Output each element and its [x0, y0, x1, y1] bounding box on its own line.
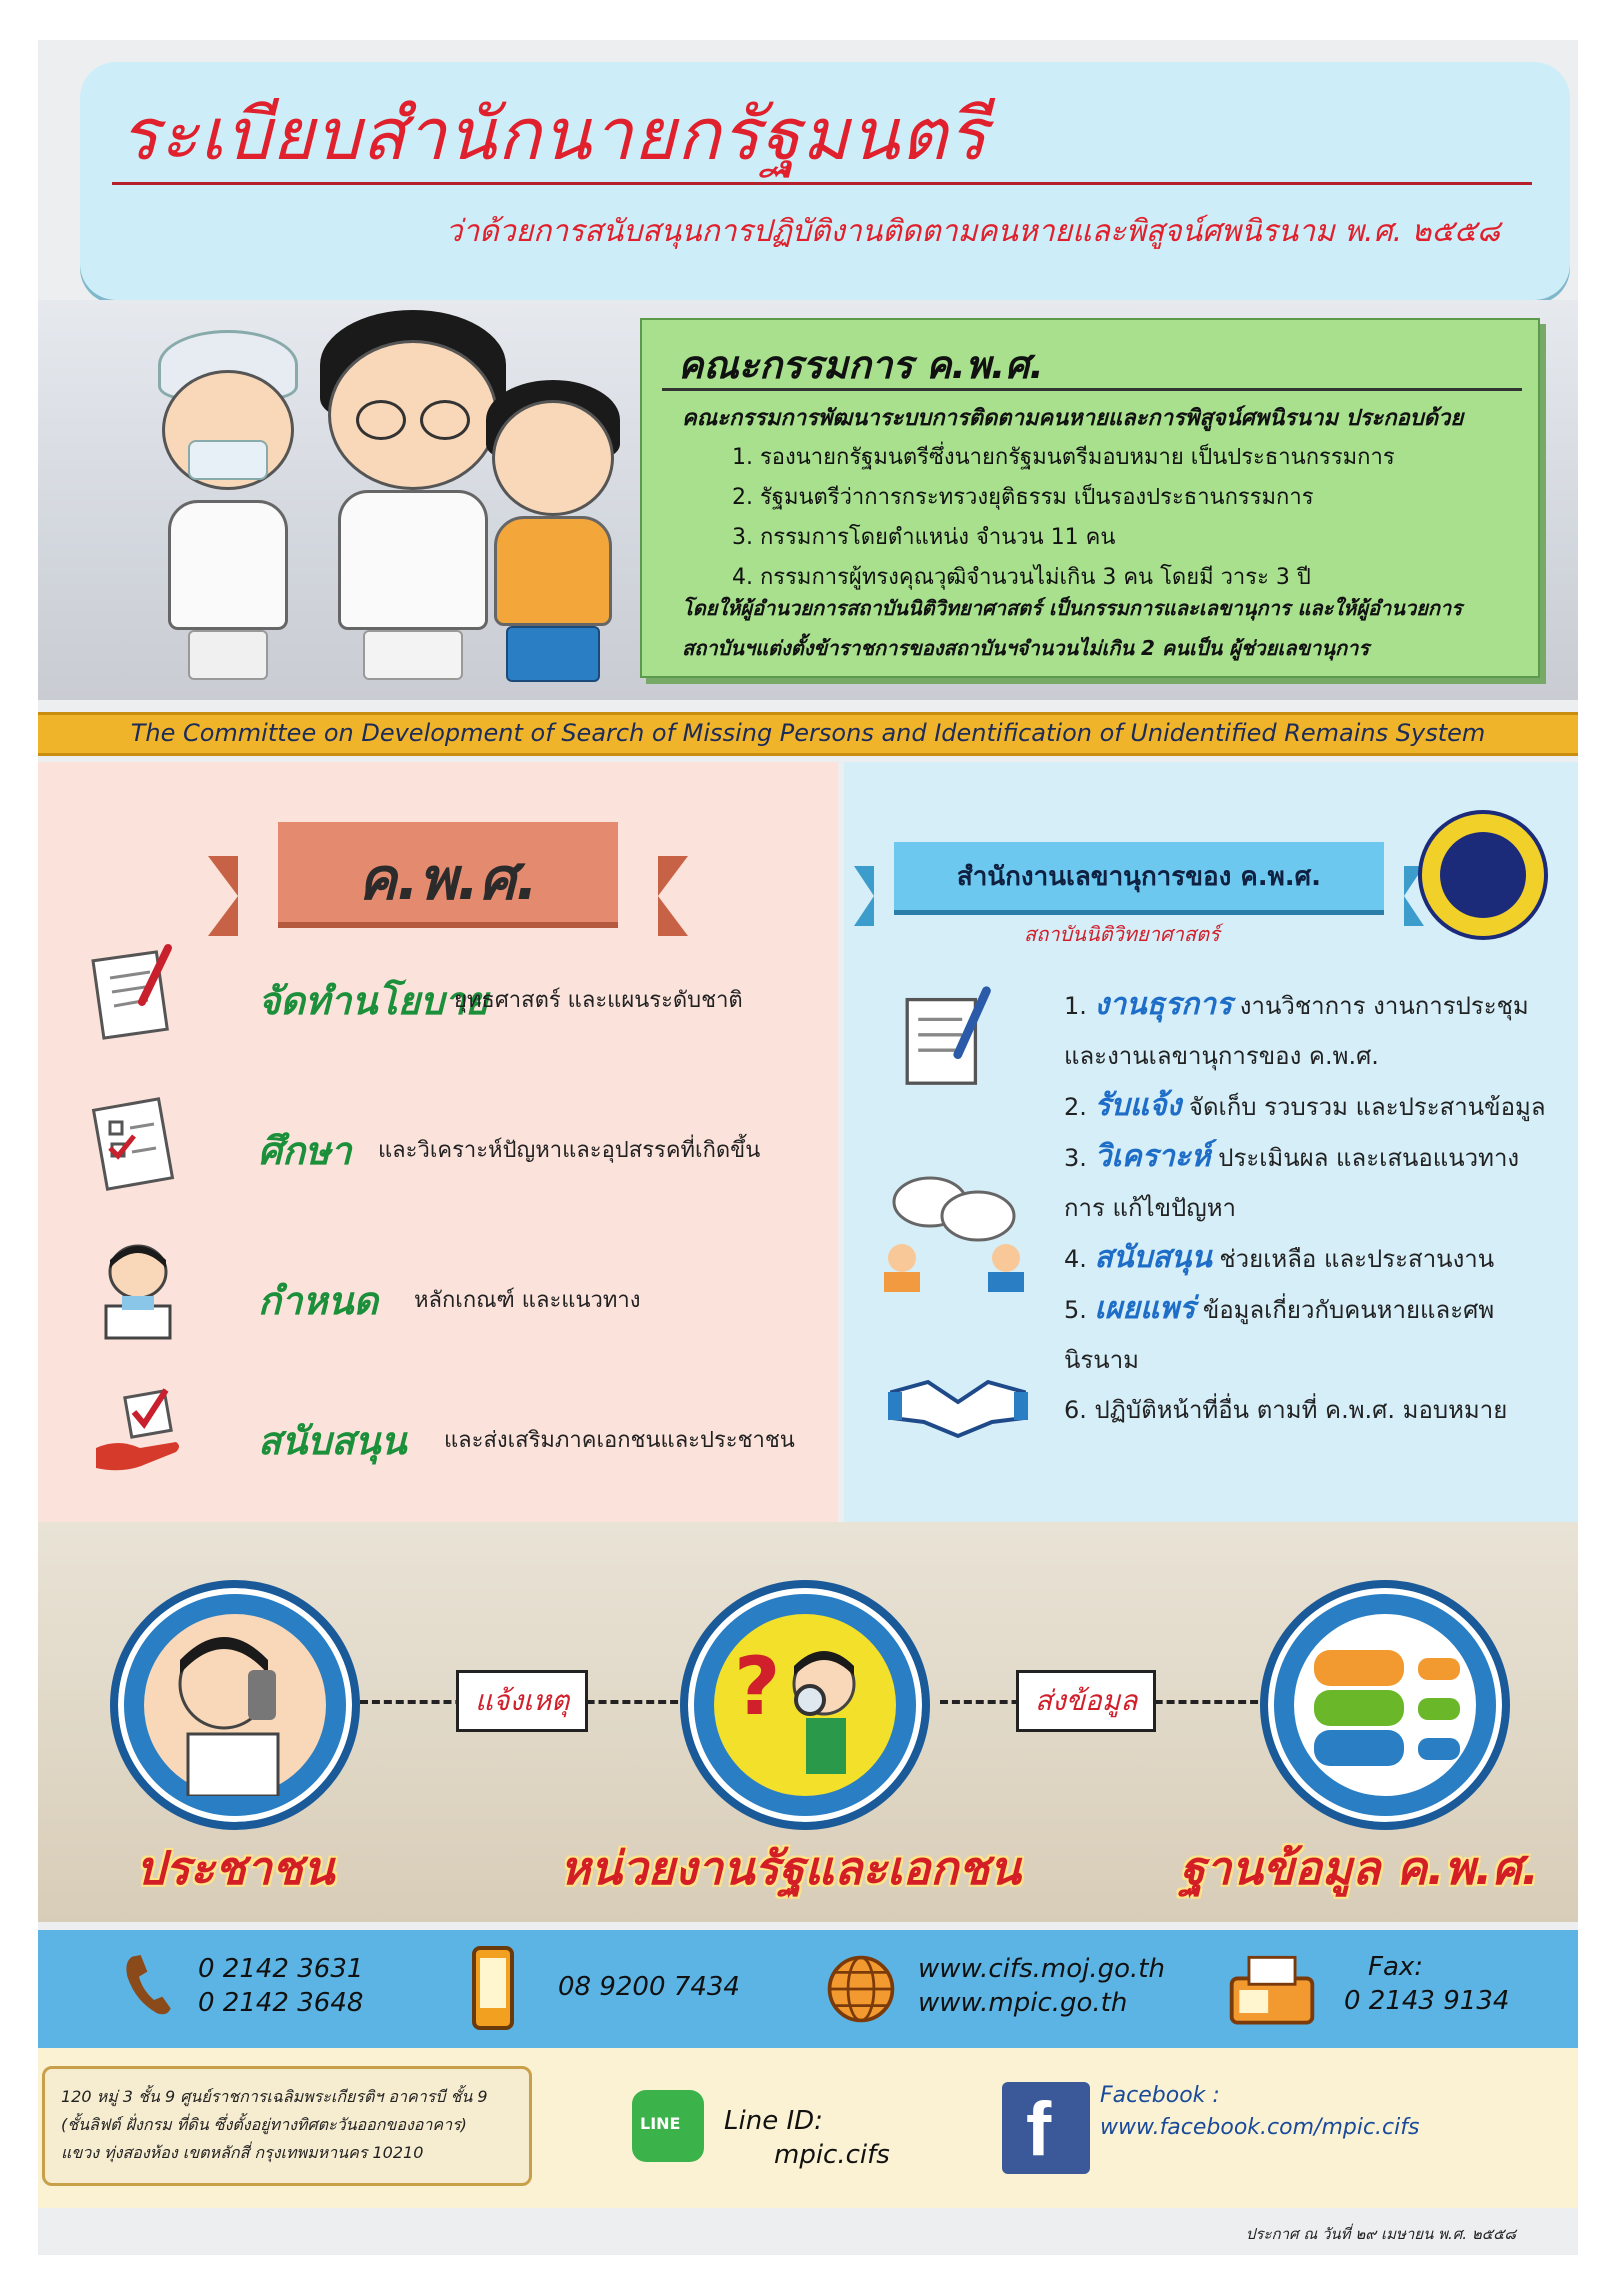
doctor-character	[148, 330, 308, 690]
line-logo-icon	[632, 2090, 704, 2162]
facebook-label: Facebook :	[1100, 2083, 1220, 2108]
role-keyword: ศึกษา	[258, 1129, 352, 1173]
flow-node-label: ประชาชน	[136, 1841, 335, 1895]
secretariat-task-list	[1064, 980, 1554, 1435]
task-number: 4.	[1064, 1245, 1087, 1273]
committee-box	[640, 318, 1540, 678]
database-icon	[1294, 1614, 1476, 1796]
fax-label: Fax:	[1368, 1952, 1424, 1982]
fax-block	[1344, 1950, 1509, 2018]
committee-member: 3. กรรมการโดยตำแหน่ง จำนวน 11 คน	[732, 525, 1116, 550]
database-node-inner	[1294, 1614, 1476, 1796]
ribbon-tail-right	[658, 856, 688, 936]
role-description: ยุทธศาสตร์ และแผนระดับชาติ	[454, 988, 743, 1013]
english-banner	[38, 712, 1578, 756]
checklist-icon	[88, 1092, 188, 1192]
cifs-seal-logo	[1418, 810, 1548, 940]
ribbon-tail-left	[208, 856, 238, 936]
database-node-circle	[1260, 1580, 1510, 1830]
address-line: 120 หมู่ 3 ชั้น 9 ศูนย์ราชการเฉลิมพระเกียรติฯ อาคารบี ชั้น 9	[61, 2087, 488, 2106]
issue-date: ประกาศ ณ วันที่ ๒๙ เมษายน พ.ศ. ๒๕๕๘	[1245, 2225, 1516, 2243]
seal-emblem	[1440, 832, 1526, 918]
phone-link[interactable]: 0 2142 3648	[198, 1988, 364, 2018]
line-logo-label: LINE	[640, 2114, 681, 2133]
role-item	[78, 942, 818, 1062]
secretariat-ribbon-label: สำนักงานเลขานุการของ ค.พ.ศ.	[956, 862, 1322, 892]
citizen-node-inner	[144, 1614, 326, 1796]
investigator-character	[478, 380, 628, 690]
page-title: ระเบียบสำนักนายกรัฐมนตรี	[120, 92, 988, 176]
website-links	[918, 1952, 1165, 2020]
address-line: แขวง ทุ่งสองห้อง เขตหลักสี่ กรุงเทพมหานคร 10210	[61, 2143, 424, 2162]
mobile-number-link[interactable]: 08 9200 7434	[558, 1972, 740, 2002]
role-description: และวิเคราะห์ปัญหาและอุปสรรคที่เกิดขึ้น	[378, 1138, 761, 1163]
flow-link-label: แจ้งเหตุ	[456, 1670, 588, 1732]
task-number: 1.	[1064, 992, 1087, 1020]
title-divider	[112, 182, 1532, 185]
line-id-label: Line ID:	[724, 2106, 823, 2136]
address-line: (ชั้นลิฟต์ ฝั่งกรม ที่ดิน ซึ่งตั้งอยู่ทางทิศตะวันออกของอาคาร)	[61, 2115, 467, 2134]
speaker-person-icon	[88, 1242, 188, 1342]
role-item	[78, 1382, 818, 1502]
flow-link-label: ส่งข้อมูล	[1016, 1670, 1156, 1732]
task-item	[1064, 1081, 1554, 1132]
task-item	[1064, 1132, 1554, 1233]
english-banner-text: The Committee on Development of Search of Missing Persons and Identification of Unidentified Remains System	[130, 719, 1486, 747]
task-item	[1064, 980, 1554, 1081]
task-keyword: งานธุรการ	[1094, 987, 1233, 1022]
task-item	[1064, 1385, 1554, 1435]
line-id-block	[724, 2104, 890, 2172]
page-subtitle: ว่าด้วยการสนับสนุนการปฏิบัติงานติดตามคนหายและพิสูจน์ศพนิรนาม พ.ศ. ๒๕๕๘	[445, 214, 1500, 249]
person-phone-icon	[144, 1614, 326, 1796]
facebook-block	[1100, 2080, 1419, 2144]
committee-ribbon-label: ค.พ.ศ.	[358, 845, 538, 913]
role-keyword: จัดทำนโยบาย	[258, 979, 488, 1023]
agency-node-inner	[714, 1614, 896, 1796]
committee-member-list	[732, 438, 1395, 598]
website-link[interactable]: www.cifs.moj.go.th	[918, 1954, 1165, 1984]
contact-bar	[38, 1930, 1578, 2048]
role-keyword: กำหนด	[258, 1279, 379, 1323]
line-id-link[interactable]: mpic.cifs	[774, 2140, 890, 2170]
committee-roles-panel	[38, 762, 838, 1522]
task-item	[1064, 1284, 1554, 1385]
secretariat-ribbon	[894, 842, 1384, 910]
svg-text:?: ?	[734, 1640, 781, 1733]
hand-check-icon	[88, 1382, 188, 1482]
committee-divider	[662, 388, 1522, 391]
fax-number-link[interactable]: 0 2143 9134	[1344, 1986, 1510, 2016]
phone-link[interactable]: 0 2142 3631	[198, 1954, 364, 1984]
task-number: 2.	[1064, 1093, 1087, 1121]
role-description: หลักเกณฑ์ และแนวทาง	[414, 1288, 641, 1313]
facebook-icon: f	[1002, 2082, 1090, 2174]
phone-numbers	[198, 1952, 363, 2020]
committee-heading: คณะกรรมการ ค.พ.ศ.	[678, 343, 1044, 387]
citizen-node-circle	[110, 1580, 360, 1830]
phone-icon	[124, 1950, 174, 2020]
task-keyword: รับแจ้ง	[1094, 1088, 1182, 1123]
fax-icon	[1224, 1950, 1320, 2030]
document-pen-icon	[88, 942, 188, 1042]
secretariat-panel	[844, 762, 1578, 1522]
secretariat-subtitle: สถาบันนิติวิทยาศาสตร์	[1024, 922, 1220, 946]
role-item	[78, 1092, 818, 1212]
role-item	[78, 1242, 818, 1362]
role-description: และส่งเสริมภาคเอกชนและประชาชน	[444, 1428, 795, 1453]
task-description: ข้อมูลเกี่ยวกับคนหายและศพ นิรนาม	[1064, 1296, 1495, 1374]
task-description: งานวิชาการ งานการประชุม และงานเลขานุการของ ค.พ.ศ.	[1064, 992, 1529, 1070]
flow-node-label: ฐานข้อมูล ค.พ.ศ.	[1180, 1841, 1539, 1895]
mobile-phone-icon	[458, 1944, 528, 2034]
committee-member: 1. รองนายกรัฐมนตรีซึ่งนายกรัฐมนตรีมอบหมาย เป็นประธานกรรมการ	[732, 445, 1395, 470]
committee-member: 2. รัฐมนตรีว่าการกระทรวงยุติธรรม เป็นรองประธานกรรมการ	[732, 485, 1314, 510]
task-description: ประเมินผล และเสนอแนวทางการ แก้ไขปัญหา	[1064, 1144, 1520, 1222]
role-keyword: สนับสนุน	[258, 1419, 407, 1463]
address-box	[42, 2066, 532, 2186]
ribbon-tail-left	[854, 866, 874, 926]
committee-ribbon	[278, 822, 618, 922]
handshake-icon	[888, 1362, 1028, 1442]
committee-intro: คณะกรรมการพัฒนาระบบการติดตามคนหายและการพิสูจน์ศพนิรนาม ประกอบด้วย	[682, 406, 1464, 431]
task-description: จัดเก็บ รวบรวม และประสานข้อมูล	[1188, 1093, 1546, 1121]
globe-icon	[824, 1952, 898, 2026]
committee-note: โดยให้ผู้อำนวยการสถาบันนิติวิทยาศาสตร์ เป็นกรรมการและเลขานุการ และให้ผู้อำนวยการ สถาบันฯแต่งตั้งข้าราชการของสถาบันฯจำนวนไม่เกิน 2 คนเป็น ผู้ช่วยเลขานุการ	[682, 596, 1462, 660]
committee-member: 4. กรรมการผู้ทรงคุณวุฒิจำนวนไม่เกิน 3 คน โดยมี วาระ 3 ปี	[732, 565, 1311, 590]
facebook-link[interactable]: www.facebook.com/mpic.cifs	[1100, 2115, 1420, 2140]
task-keyword: เผยแพร่	[1094, 1291, 1196, 1326]
document-pen-icon	[894, 982, 1004, 1092]
flow-node-label: หน่วยงานรัฐและเอกชน	[560, 1841, 1021, 1895]
discussion-icon	[874, 1172, 1034, 1292]
task-description: ช่วยเหลือ และประสานงาน	[1219, 1245, 1495, 1273]
task-number: 3.	[1064, 1144, 1087, 1172]
agency-node-circle	[680, 1580, 930, 1830]
website-link[interactable]: www.mpic.go.th	[918, 1988, 1128, 2018]
task-number: 6.	[1064, 1396, 1087, 1424]
task-keyword: สนับสนุน	[1094, 1240, 1212, 1275]
task-description: ปฏิบัติหน้าที่อื่น ตามที่ ค.พ.ศ. มอบหมาย	[1094, 1396, 1508, 1424]
task-keyword: วิเคราะห์	[1094, 1139, 1211, 1174]
task-number: 5.	[1064, 1296, 1087, 1324]
task-item	[1064, 1233, 1554, 1284]
header-panel	[80, 62, 1570, 300]
investigator-magnifier-icon	[714, 1614, 896, 1796]
